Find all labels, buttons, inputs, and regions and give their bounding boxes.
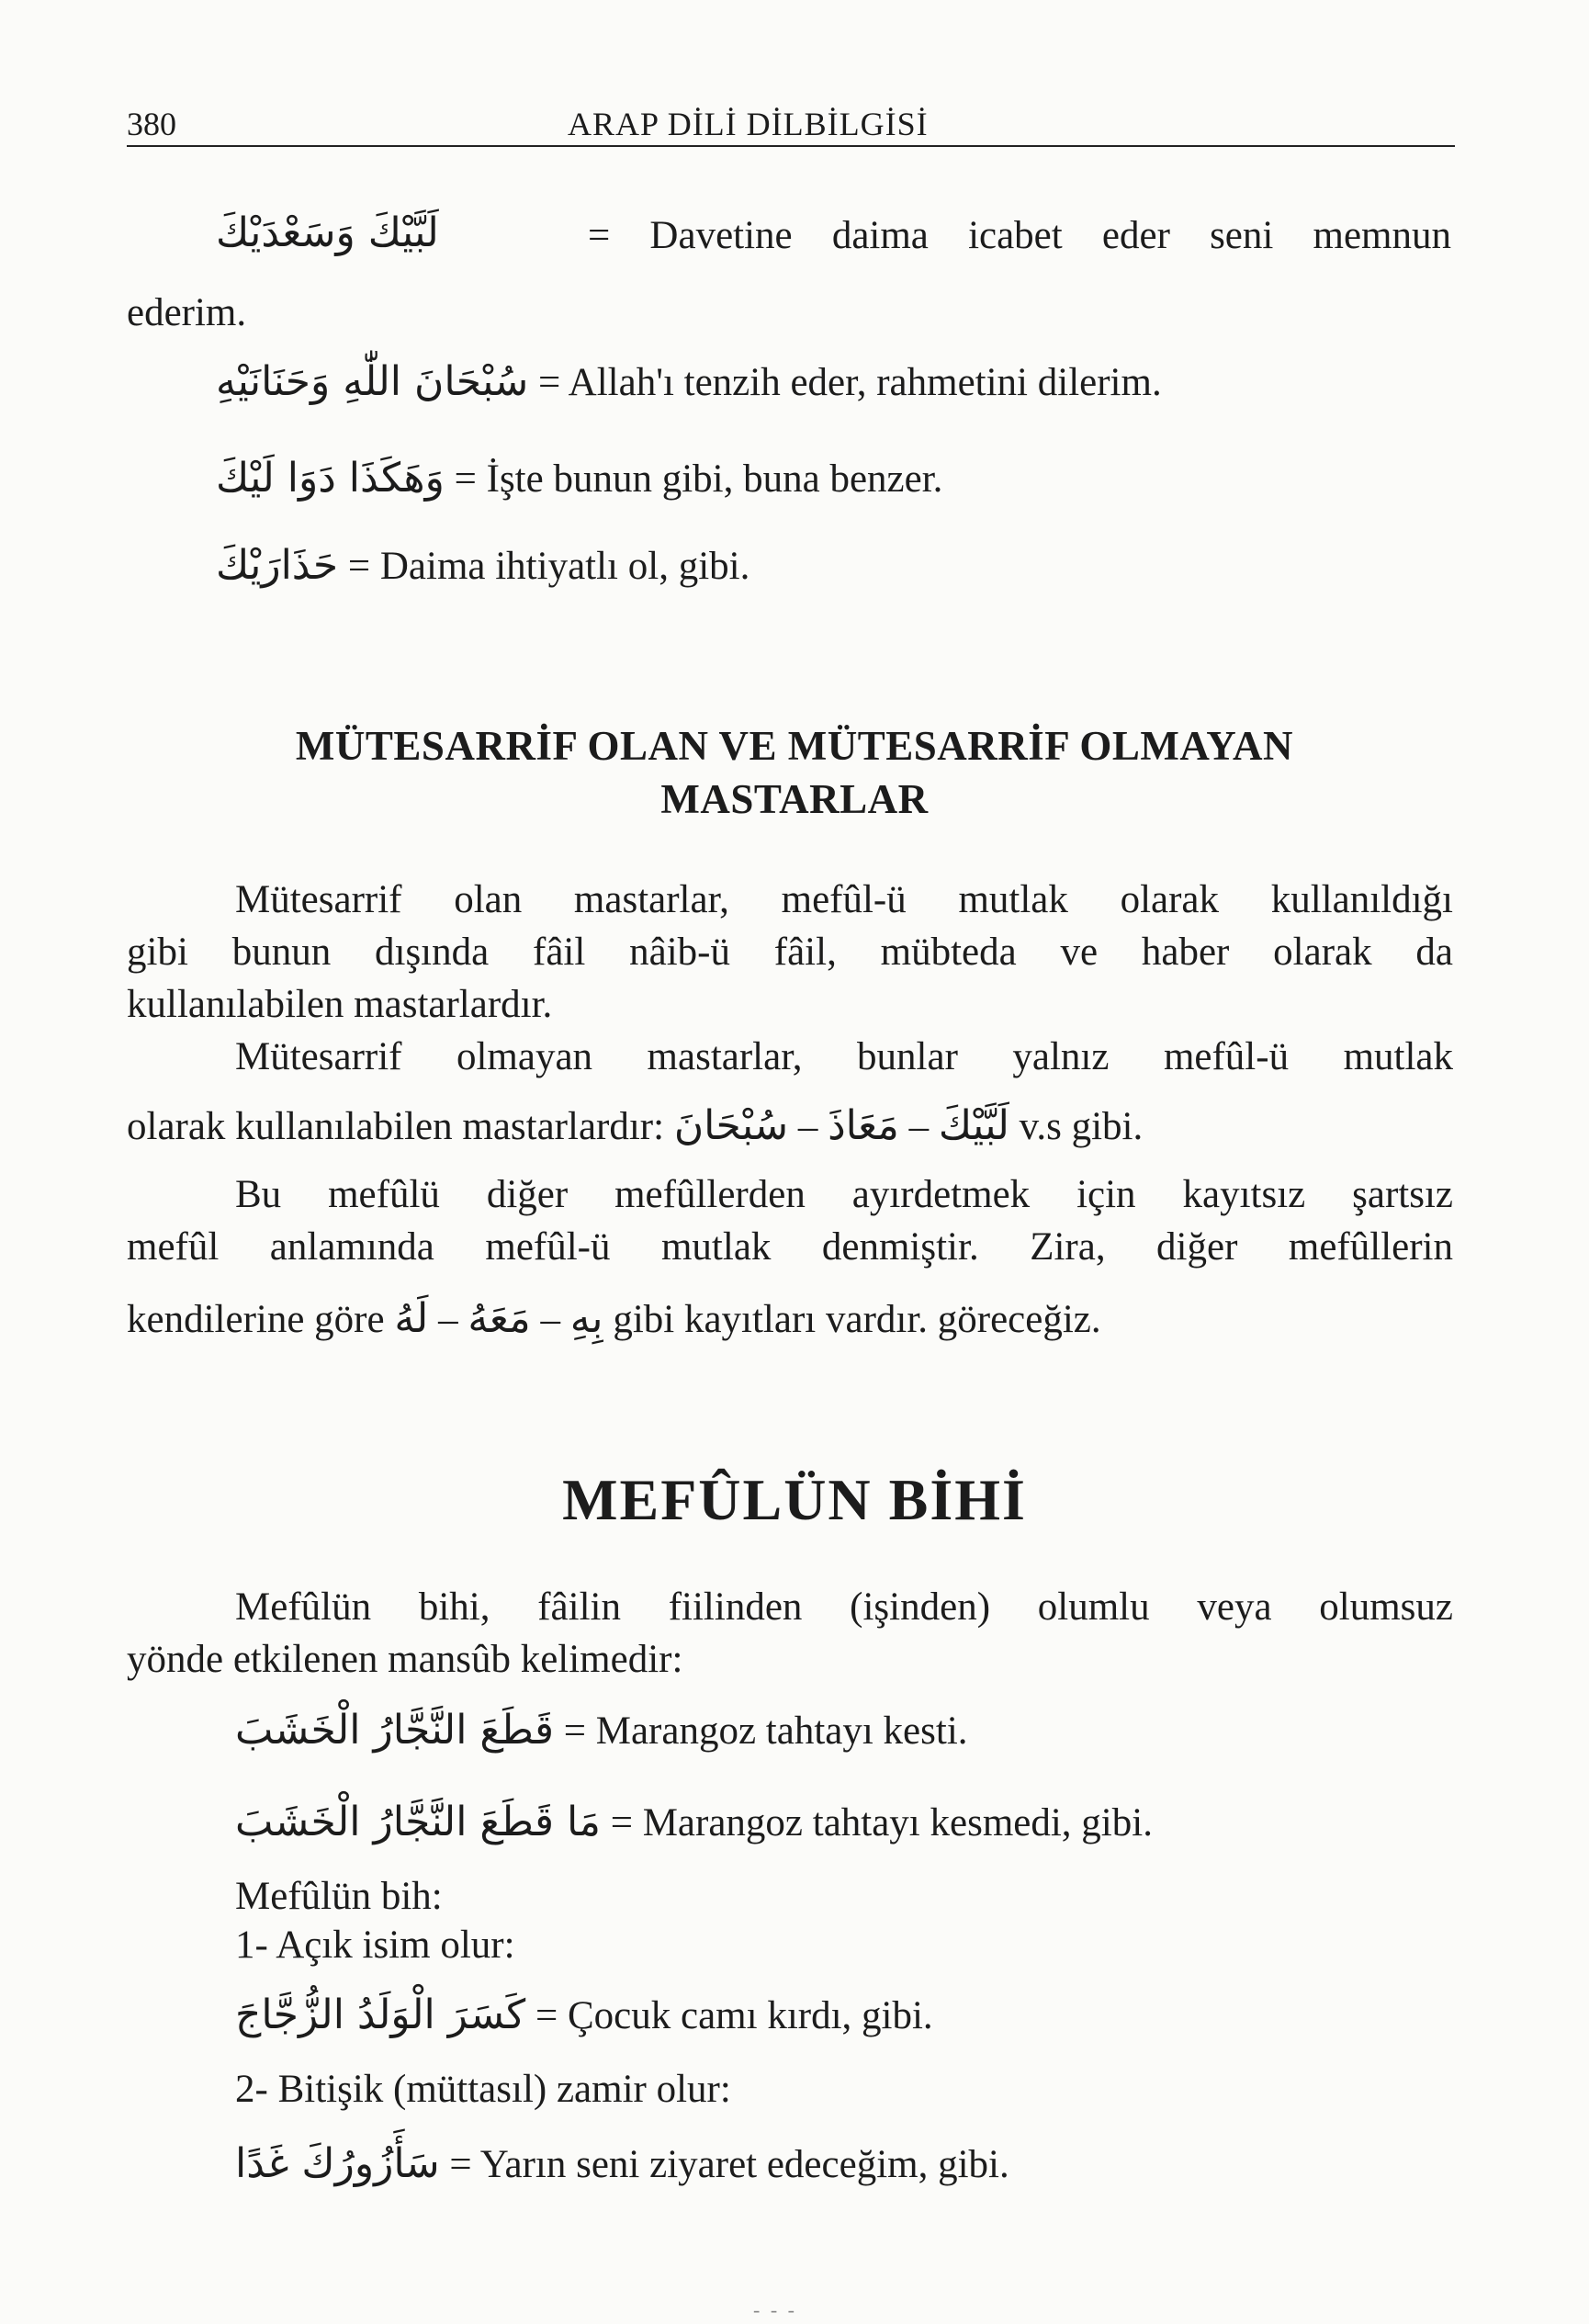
text-suffix: gibi kayıtları vardır. göreceğiz. xyxy=(613,1298,1101,1341)
section-heading-line-1: MÜTESARRİF OLAN VE MÜTESARRİF OLMAYAN xyxy=(295,723,1294,769)
translation: = Marangoz tahtayı kesti. xyxy=(563,1709,968,1753)
page-number: 380 xyxy=(127,106,176,142)
example-translation-1: = Davetine daima icabet eder seni memnun xyxy=(588,214,1451,257)
example-continuation-1: ederim. xyxy=(127,291,247,334)
paragraph-line: gibi bunun dışında fâil nâib-ü fâil, mübteda ve haber olarak da xyxy=(127,931,1453,974)
arabic-word: بِهِ xyxy=(569,1295,603,1342)
arabic-phrase: وَهَكَذَا دَوَا لَيْكَ xyxy=(216,455,445,502)
arabic-word: لَبَّيْكَ xyxy=(938,1102,1009,1149)
paragraph-line: Mütesarrif olan mastarlar, mefûl-ü mutlak olarak kullanıldığı xyxy=(235,878,1453,921)
dash: – xyxy=(438,1298,458,1341)
example-line-4 xyxy=(216,542,749,589)
text-prefix: olarak kullanılabilen mastarlardır: xyxy=(127,1105,665,1148)
arabic-word: مَعَاذَ xyxy=(828,1102,899,1149)
text-prefix: kendilerine göre xyxy=(127,1298,385,1341)
arabic-phrase: قَطَعَ النَّجَّارُ الْخَشَبَ xyxy=(235,1707,554,1754)
example-line xyxy=(235,1991,933,2038)
example-line xyxy=(235,2140,1009,2187)
translation: = Çocuk camı kırdı, gibi. xyxy=(535,1994,933,2037)
section-heading-line-2: MASTARLAR xyxy=(660,776,929,822)
arabic-phrase: سَأَزُورُكَ غَدًا xyxy=(235,2140,440,2187)
example-line-3 xyxy=(216,455,942,502)
arabic-word: سُبْحَانَ xyxy=(673,1102,789,1149)
dash: – xyxy=(908,1105,930,1148)
paragraph-line: mefûl anlamında mefûl-ü mutlak denmiştir. Zira, diğer mefûllerin xyxy=(127,1225,1453,1269)
dash: – xyxy=(540,1298,560,1341)
example-line-1 xyxy=(216,209,439,256)
dash: – xyxy=(797,1105,818,1148)
arabic-phrase: كَسَرَ الْوَلَدُ الزُّجَّاجَ xyxy=(235,1991,526,2038)
section-title: MEFÛLÜN BİHİ xyxy=(562,1467,1027,1532)
translation: = Marangoz tahtayı kesmedi, gibi. xyxy=(610,1801,1153,1845)
translation: = İşte bunun gibi, buna benzer. xyxy=(454,457,943,501)
example-line-2 xyxy=(216,358,1162,405)
arabic-word: مَعَهُ xyxy=(468,1295,531,1342)
paragraph-line: yönde etkilenen mansûb kelimedir: xyxy=(127,1638,683,1681)
example-line xyxy=(235,1707,968,1754)
translation: = Allah'ı tenzih eder, rahmetini dilerim. xyxy=(538,361,1162,404)
translation: = Yarın seni ziyaret edeceğim, gibi. xyxy=(449,2143,1009,2186)
translation: = Daima ihtiyatlı ol, gibi. xyxy=(347,545,750,588)
example-line xyxy=(235,1799,1153,1845)
list-item: 1- Açık isim olur: xyxy=(235,1924,515,1967)
subheading: Mefûlün bih: xyxy=(235,1875,443,1918)
arabic-phrase: سُبْحَانَ اللّٰهِ وَحَنَانَيْهِ xyxy=(216,358,529,405)
arabic-phrase: مَا قَطَعَ النَّجَّارُ الْخَشَبَ xyxy=(235,1799,601,1845)
footer-mark: - - - xyxy=(753,2298,797,2321)
arabic-phrase: حَذَارَيْكَ xyxy=(216,542,339,589)
paragraph-line: Bu mefûlü diğer mefûllerden ayırdetmek için kayıtsız şartsız xyxy=(235,1173,1453,1216)
running-title: ARAP DİLİ DİLBİLGİSİ xyxy=(568,106,929,142)
text-suffix: v.s gibi. xyxy=(1019,1105,1144,1148)
paragraph-line-with-arabic xyxy=(127,1295,1101,1342)
page-header xyxy=(127,99,1455,147)
list-item: 2- Bitişik (müttasıl) zamir olur: xyxy=(235,2068,731,2111)
paragraph-line-with-arabic xyxy=(127,1102,1143,1149)
paragraph-line: kullanılabilen mastarlardır. xyxy=(127,983,553,1026)
arabic-phrase: لَبَّيْكَ وَسَعْدَيْكَ xyxy=(216,209,439,256)
paragraph-line: Mefûlün bihi, fâilin fiilinden (işinden) olumlu veya olumsuz xyxy=(235,1585,1453,1629)
paragraph-line: Mütesarrif olmayan mastarlar, bunlar yalnız mefûl-ü mutlak xyxy=(235,1035,1453,1078)
arabic-word: لَهُ xyxy=(394,1295,429,1342)
